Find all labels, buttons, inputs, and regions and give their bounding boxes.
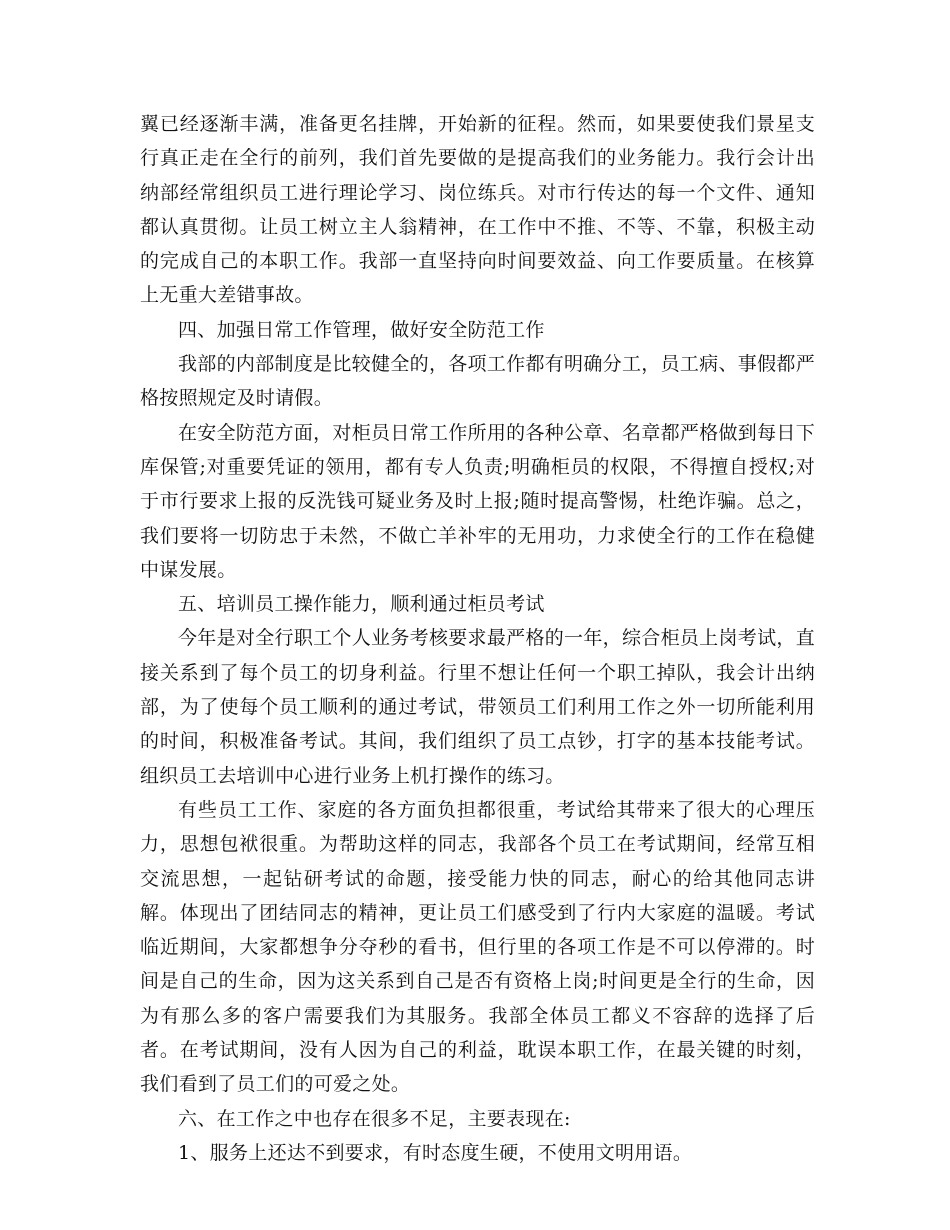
section-heading-4: 四、加强日常工作管理，做好安全防范工作 [178,318,545,341]
section-heading-6: 六、在工作之中也存在很多不足，主要表现在: [178,1107,571,1130]
document-page [140,107,815,1170]
paragraph: 在安全防范方面，对柜员日常工作所用的各种公章、名章都严格做到每日下库保管;对重要凭证的领用，都有专人负责;明确柜员的权限，不得擅自授权;对于市行要求上报的反洗钱可疑业务及时上报;随时提高警惕，杜绝诈骗。总之，我们要将一切防忠于未然，不做亡羊补牢的无用功，力求使全行的工作在稳健中谋发展。 [140,421,815,581]
paragraph: 我部的内部制度是比较健全的，各项工作都有明确分工，员工病、事假都严格按照规定及时请假。 [140,353,815,410]
list-item: 1、服务上还达不到要求，有时态度生硬，不使用文明用语。 [178,1141,693,1164]
paragraph: 今年是对全行职工个人业务考核要求最严格的一年，综合柜员上岗考试，直接关系到了每个员工的切身利益。行里不想让任何一个职工掉队，我会计出纳部，为了使每个员工顺利的通过考试，带领员工们利用工作之外一切所能利用的时间，积极准备考试。其间，我们组织了员工点钞，打字的基本技能考试。组织员工去培训中心进行业务上机打操作的练习。 [140,627,815,787]
paragraph: 有些员工工作、家庭的各方面负担都很重，考试给其带来了很大的心理压力，思想包袱很重。为帮助这样的同志，我部各个员工在考试期间，经常互相交流思想，一起钻研考试的命题，接受能力快的同志，耐心的给其他同志讲解。体现出了团结同志的精神，更让员工们感受到了行内大家庭的温暖。考试临近期间，大家都想争分夺秒的看书，但行里的各项工作是不可以停滞的。时间是自己的生命，因为这关系到自己是否有资格上岗;时间更是全行的生命，因为有那么多的客户需要我们为其服务。我部全体员工都义不容辞的选择了后者。在考试期间，没有人因为自己的利益，耽误本职工作，在最关键的时刻，我们看到了员工们的可爱之处。 [140,798,815,1096]
section-heading-5: 五、培训员工操作能力，顺利通过柜员考试 [178,593,545,616]
paragraph-continued: 翼已经逐渐丰满，准备更名挂牌，开始新的征程。然而，如果要使我们景星支行真正走在全行的前列，我们首先要做的是提高我们的业务能力。我行会计出纳部经常组织员工进行理论学习、岗位练兵。对市行传达的每一个文件、通知都认真贯彻。让员工树立主人翁精神，在工作中不推、不等、不靠，积极主动的完成自己的本职工作。我部一直坚持向时间要效益、向工作要质量。在核算上无重大差错事故。 [140,113,815,307]
